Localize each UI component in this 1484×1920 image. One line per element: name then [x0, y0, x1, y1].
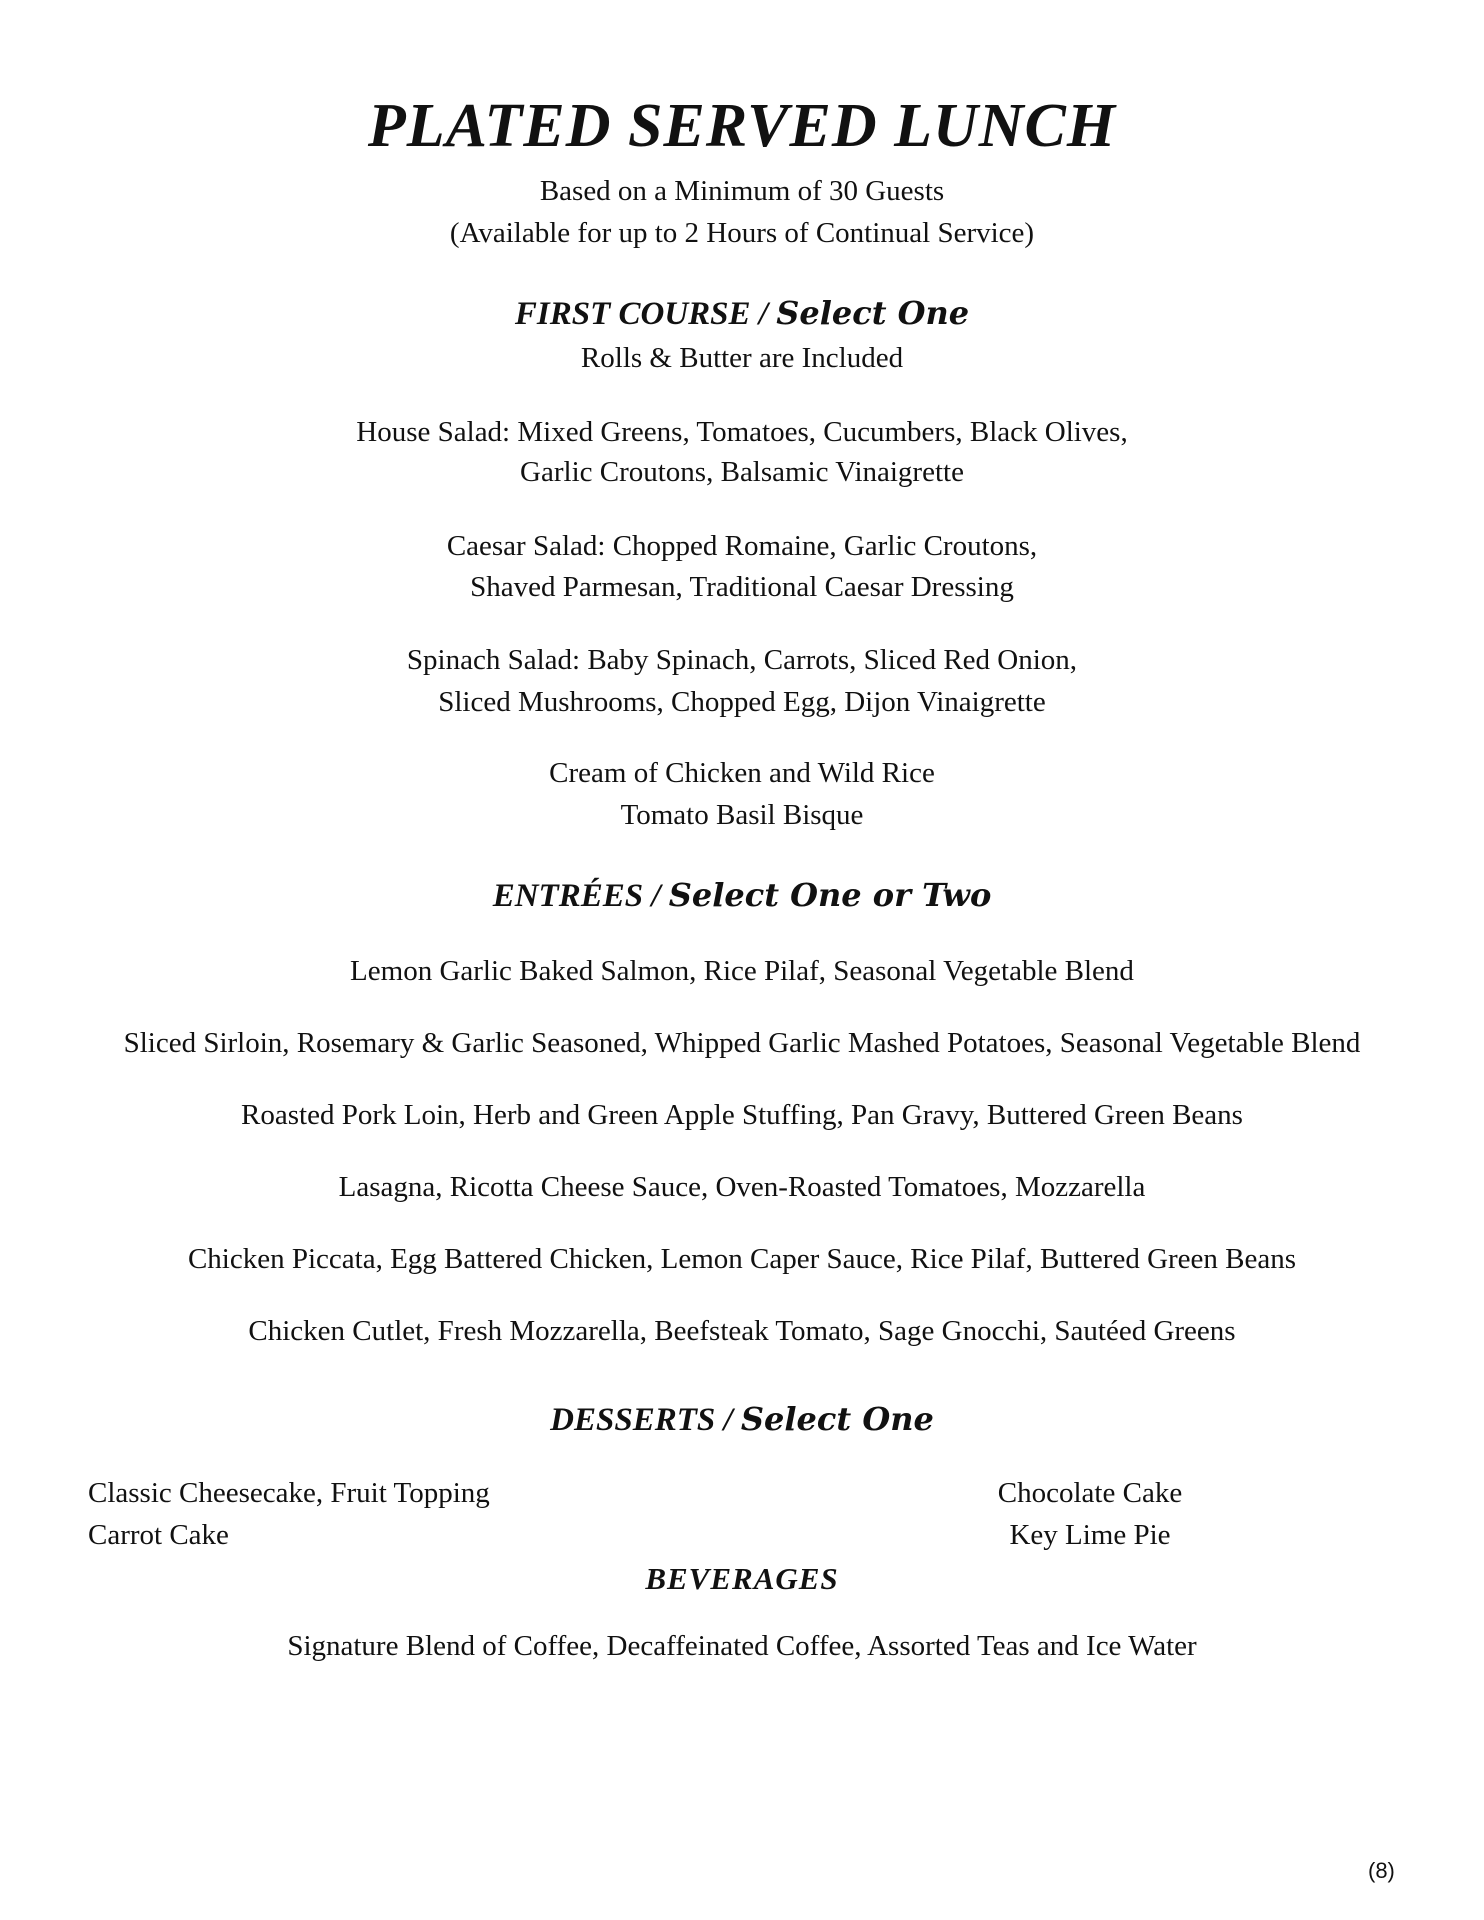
- entrees-heading-label: ENTRÉES /: [492, 878, 669, 914]
- page-number: (8): [1368, 1858, 1395, 1883]
- beverages-item: Signature Blend of Coffee, Decaffeinated Coffee, Assorted Teas and Ice Water: [287, 1630, 1197, 1662]
- desserts-heading-label: DESSERTS /: [550, 1402, 741, 1438]
- desserts-heading: [0, 1396, 1484, 1443]
- entree-item: Lasagna, Ricotta Cheese Sauce, Oven-Roasted Tomatoes, Mozzarella: [338, 1171, 1146, 1203]
- first-course-item-line: Shaved Parmesan, Traditional Caesar Dressing: [470, 571, 1014, 603]
- page-title: PLATED SERVED LUNCH: [367, 92, 1117, 160]
- dessert-item-right: Chocolate Cake: [997, 1477, 1183, 1509]
- first-course-note: Rolls & Butter are Included: [580, 342, 904, 374]
- dessert-item-right: Key Lime Pie: [1009, 1519, 1171, 1551]
- first-course-item-line: Garlic Croutons, Balsamic Vinaigrette: [520, 456, 964, 488]
- minimum-guests-note: Based on a Minimum of 30 Guests: [539, 175, 945, 207]
- entree-item: Chicken Piccata, Egg Battered Chicken, Lemon Caper Sauce, Rice Pilaf, Buttered Green Beans: [187, 1243, 1297, 1275]
- beverages-heading: BEVERAGES: [645, 1561, 839, 1596]
- entree-item: Roasted Pork Loin, Herb and Green Apple Stuffing, Pan Gravy, Buttered Green Beans: [241, 1099, 1243, 1131]
- dessert-item-left: Carrot Cake: [88, 1519, 229, 1551]
- first-course-item-line: Tomato Basil Bisque: [620, 799, 864, 831]
- first-course-item-line: Caesar Salad: Chopped Romaine, Garlic Croutons,: [446, 530, 1038, 562]
- entree-item: Lemon Garlic Baked Salmon, Rice Pilaf, Seasonal Vegetable Blend: [350, 955, 1134, 987]
- dessert-item-left: Classic Cheesecake, Fruit Topping: [88, 1477, 490, 1509]
- first-course-heading-label: FIRST COURSE /: [514, 296, 777, 332]
- entree-item: Chicken Cutlet, Fresh Mozzarella, Beefsteak Tomato, Sage Gnocchi, Sautéed Greens: [248, 1315, 1236, 1347]
- entree-item: Sliced Sirloin, Rosemary & Garlic Seasoned, Whipped Garlic Mashed Potatoes, Seasonal Vegetable Blend: [123, 1027, 1361, 1059]
- first-course-item-line: Spinach Salad: Baby Spinach, Carrots, Sliced Red Onion,: [406, 644, 1078, 676]
- availability-note: (Available for up to 2 Hours of Continual Service): [449, 217, 1035, 249]
- first-course-item-line: House Salad: Mixed Greens, Tomatoes, Cucumbers, Black Olives,: [356, 416, 1128, 448]
- first-course-select-note: Select One: [776, 294, 970, 332]
- entrees-heading: [0, 872, 1484, 919]
- first-course-heading: [0, 290, 1484, 337]
- first-course-item-line: Sliced Mushrooms, Chopped Egg, Dijon Vinaigrette: [438, 686, 1046, 718]
- entrees-select-note: Select One or Two: [668, 876, 992, 914]
- first-course-item-line: Cream of Chicken and Wild Rice: [549, 757, 935, 789]
- desserts-select-note: Select One: [740, 1400, 934, 1438]
